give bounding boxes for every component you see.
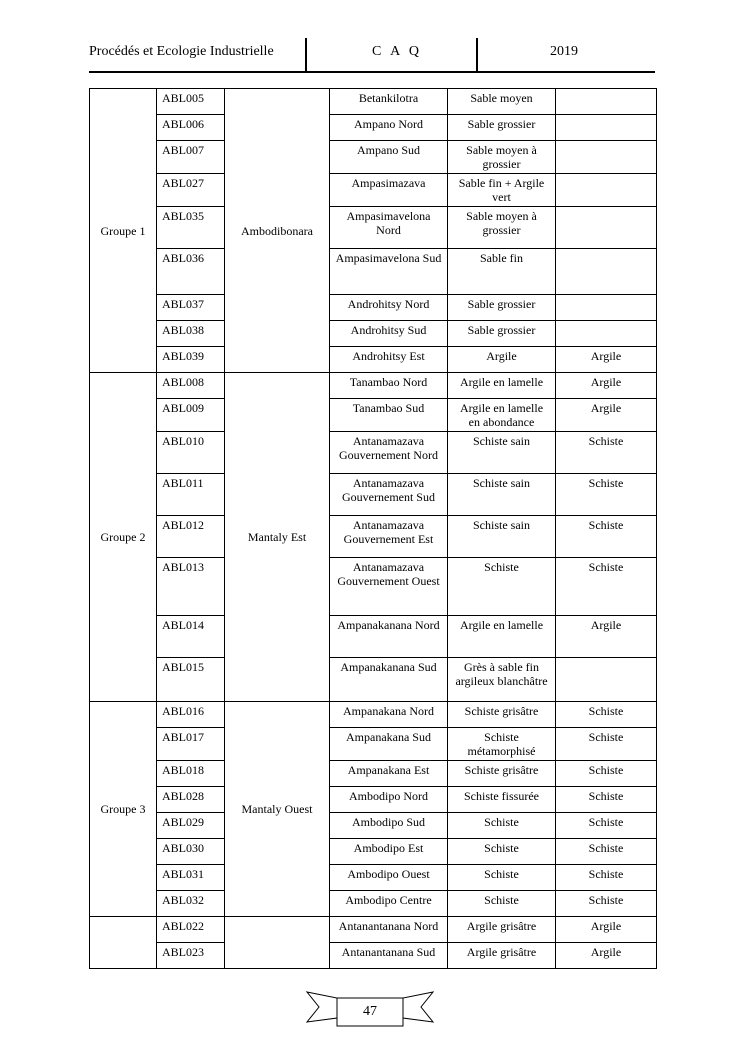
material-class: Schiste (556, 516, 657, 558)
material-class (556, 321, 657, 347)
table-row (90, 249, 657, 295)
header-section-title: C A Q (372, 44, 423, 59)
material-description: Sable moyen à grossier (448, 207, 556, 249)
material-description: Argile grisâtre (448, 917, 556, 943)
page-number: 47 (363, 1004, 377, 1019)
material-description: Sable grossier (448, 321, 556, 347)
locality-name: Antanantanana Sud (330, 943, 448, 969)
material-class (556, 89, 657, 115)
material-class: Schiste (556, 728, 657, 761)
sample-code: ABL008 (157, 373, 225, 399)
locality-name: Antanamazava Gouvernement Nord (330, 432, 448, 474)
locality-name: Tanambao Nord (330, 373, 448, 399)
locality-name: Ampasimazava (330, 174, 448, 207)
material-class: Argile (556, 347, 657, 373)
table-row (90, 295, 657, 321)
table-row (90, 347, 657, 373)
table-row (90, 432, 657, 474)
sample-code: ABL014 (157, 616, 225, 658)
sample-code: ABL012 (157, 516, 225, 558)
sample-code: ABL031 (157, 865, 225, 891)
material-description: Argile en lamelle en abondance (448, 399, 556, 432)
locality-name: Antanamazava Gouvernement Est (330, 516, 448, 558)
table-row (90, 761, 657, 787)
table-row (90, 658, 657, 702)
material-description: Sable fin (448, 249, 556, 295)
table-row (90, 373, 657, 399)
page-header (0, 38, 745, 74)
material-class: Schiste (556, 474, 657, 516)
material-class: Schiste (556, 761, 657, 787)
material-class: Schiste (556, 813, 657, 839)
zone-name: Mantaly Ouest (225, 702, 330, 917)
table-row (90, 787, 657, 813)
material-class: Argile (556, 917, 657, 943)
material-description: Sable grossier (448, 295, 556, 321)
locality-name: Antanantanana Nord (330, 917, 448, 943)
sample-table-body (90, 89, 657, 969)
material-description: Schiste grisâtre (448, 761, 556, 787)
sample-code: ABL039 (157, 347, 225, 373)
table-row (90, 616, 657, 658)
sample-code: ABL009 (157, 399, 225, 432)
locality-name: Antanamazava Gouvernement Ouest (330, 558, 448, 616)
table-row (90, 207, 657, 249)
locality-name: Ampanakanana Sud (330, 658, 448, 702)
material-description: Schiste grisâtre (448, 702, 556, 728)
sample-code: ABL035 (157, 207, 225, 249)
sample-code: ABL027 (157, 174, 225, 207)
material-class: Argile (556, 943, 657, 969)
sample-code: ABL006 (157, 115, 225, 141)
locality-name: Ampasimavelona Nord (330, 207, 448, 249)
locality-name: Ambodipo Nord (330, 787, 448, 813)
sample-code: ABL032 (157, 891, 225, 917)
locality-name: Ampanakanana Nord (330, 616, 448, 658)
material-class: Schiste (556, 891, 657, 917)
material-description: Schiste sain (448, 516, 556, 558)
material-description: Schiste (448, 813, 556, 839)
table-row (90, 115, 657, 141)
locality-name: Ampano Nord (330, 115, 448, 141)
material-description: Argile grisâtre (448, 943, 556, 969)
material-class (556, 249, 657, 295)
material-description: Argile en lamelle (448, 373, 556, 399)
header-divider-right (476, 38, 478, 72)
material-class: Schiste (556, 558, 657, 616)
locality-name: Ampanakana Est (330, 761, 448, 787)
material-description: Schiste fissurée (448, 787, 556, 813)
table-row (90, 917, 657, 943)
group-label: Groupe 3 (90, 702, 157, 917)
table-row (90, 321, 657, 347)
table-row (90, 891, 657, 917)
sample-code: ABL038 (157, 321, 225, 347)
material-class (556, 658, 657, 702)
group-label: Groupe 1 (90, 89, 157, 373)
locality-name: Ambodipo Ouest (330, 865, 448, 891)
table-row (90, 474, 657, 516)
locality-name: Ampanakana Sud (330, 728, 448, 761)
sample-code: ABL022 (157, 917, 225, 943)
table-row (90, 141, 657, 174)
material-description: Schiste sain (448, 474, 556, 516)
locality-name: Ampano Sud (330, 141, 448, 174)
sample-code: ABL037 (157, 295, 225, 321)
sample-table (89, 88, 657, 969)
locality-name: Ambodipo Sud (330, 813, 448, 839)
material-class (556, 295, 657, 321)
locality-name: Androhitsy Sud (330, 321, 448, 347)
material-description: Sable grossier (448, 115, 556, 141)
sample-code: ABL023 (157, 943, 225, 969)
header-divider-left (305, 38, 307, 72)
table-row (90, 399, 657, 432)
material-description: Schiste (448, 891, 556, 917)
sample-code: ABL011 (157, 474, 225, 516)
material-description: Schiste (448, 558, 556, 616)
table-row (90, 702, 657, 728)
material-description: Sable moyen à grossier (448, 141, 556, 174)
sample-code: ABL016 (157, 702, 225, 728)
material-class: Schiste (556, 787, 657, 813)
page-footer (305, 988, 435, 1028)
material-description: Sable fin + Argile vert (448, 174, 556, 207)
material-description: Schiste (448, 839, 556, 865)
material-class: Schiste (556, 432, 657, 474)
group-label (90, 917, 157, 969)
sample-code: ABL017 (157, 728, 225, 761)
table-row (90, 89, 657, 115)
sample-code: ABL013 (157, 558, 225, 616)
material-description: Grès à sable fin argileux blanchâtre (448, 658, 556, 702)
material-class: Argile (556, 616, 657, 658)
sample-code: ABL036 (157, 249, 225, 295)
material-class (556, 207, 657, 249)
material-class (556, 115, 657, 141)
material-description: Sable moyen (448, 89, 556, 115)
locality-name: Betankilotra (330, 89, 448, 115)
locality-name: Androhitsy Nord (330, 295, 448, 321)
sample-code: ABL028 (157, 787, 225, 813)
material-description: Argile (448, 347, 556, 373)
table-row (90, 174, 657, 207)
group-label: Groupe 2 (90, 373, 157, 702)
material-class: Argile (556, 373, 657, 399)
table-row (90, 558, 657, 616)
sample-code: ABL029 (157, 813, 225, 839)
locality-name: Androhitsy Est (330, 347, 448, 373)
material-description: Argile en lamelle (448, 616, 556, 658)
sample-code: ABL018 (157, 761, 225, 787)
material-class: Argile (556, 399, 657, 432)
header-course-title: Procédés et Ecologie Industrielle (89, 44, 274, 59)
material-description: Schiste sain (448, 432, 556, 474)
zone-name (225, 917, 330, 969)
table-row (90, 839, 657, 865)
material-class: Schiste (556, 839, 657, 865)
header-rule (89, 71, 655, 73)
material-class: Schiste (556, 865, 657, 891)
table-row (90, 516, 657, 558)
zone-name: Mantaly Est (225, 373, 330, 702)
sample-code: ABL010 (157, 432, 225, 474)
material-class: Schiste (556, 702, 657, 728)
table-row (90, 813, 657, 839)
locality-name: Tanambao Sud (330, 399, 448, 432)
material-class (556, 174, 657, 207)
header-year: 2019 (550, 44, 578, 59)
sample-code: ABL030 (157, 839, 225, 865)
sample-code: ABL015 (157, 658, 225, 702)
sample-code: ABL005 (157, 89, 225, 115)
material-description: Schiste métamorphisé (448, 728, 556, 761)
locality-name: Ampasimavelona Sud (330, 249, 448, 295)
sample-code: ABL007 (157, 141, 225, 174)
locality-name: Ambodipo Centre (330, 891, 448, 917)
locality-name: Antanamazava Gouvernement Sud (330, 474, 448, 516)
material-class (556, 141, 657, 174)
material-description: Schiste (448, 865, 556, 891)
table-row (90, 865, 657, 891)
locality-name: Ampanakana Nord (330, 702, 448, 728)
zone-name: Ambodibonara (225, 89, 330, 373)
locality-name: Ambodipo Est (330, 839, 448, 865)
table-row (90, 728, 657, 761)
table-row (90, 943, 657, 969)
